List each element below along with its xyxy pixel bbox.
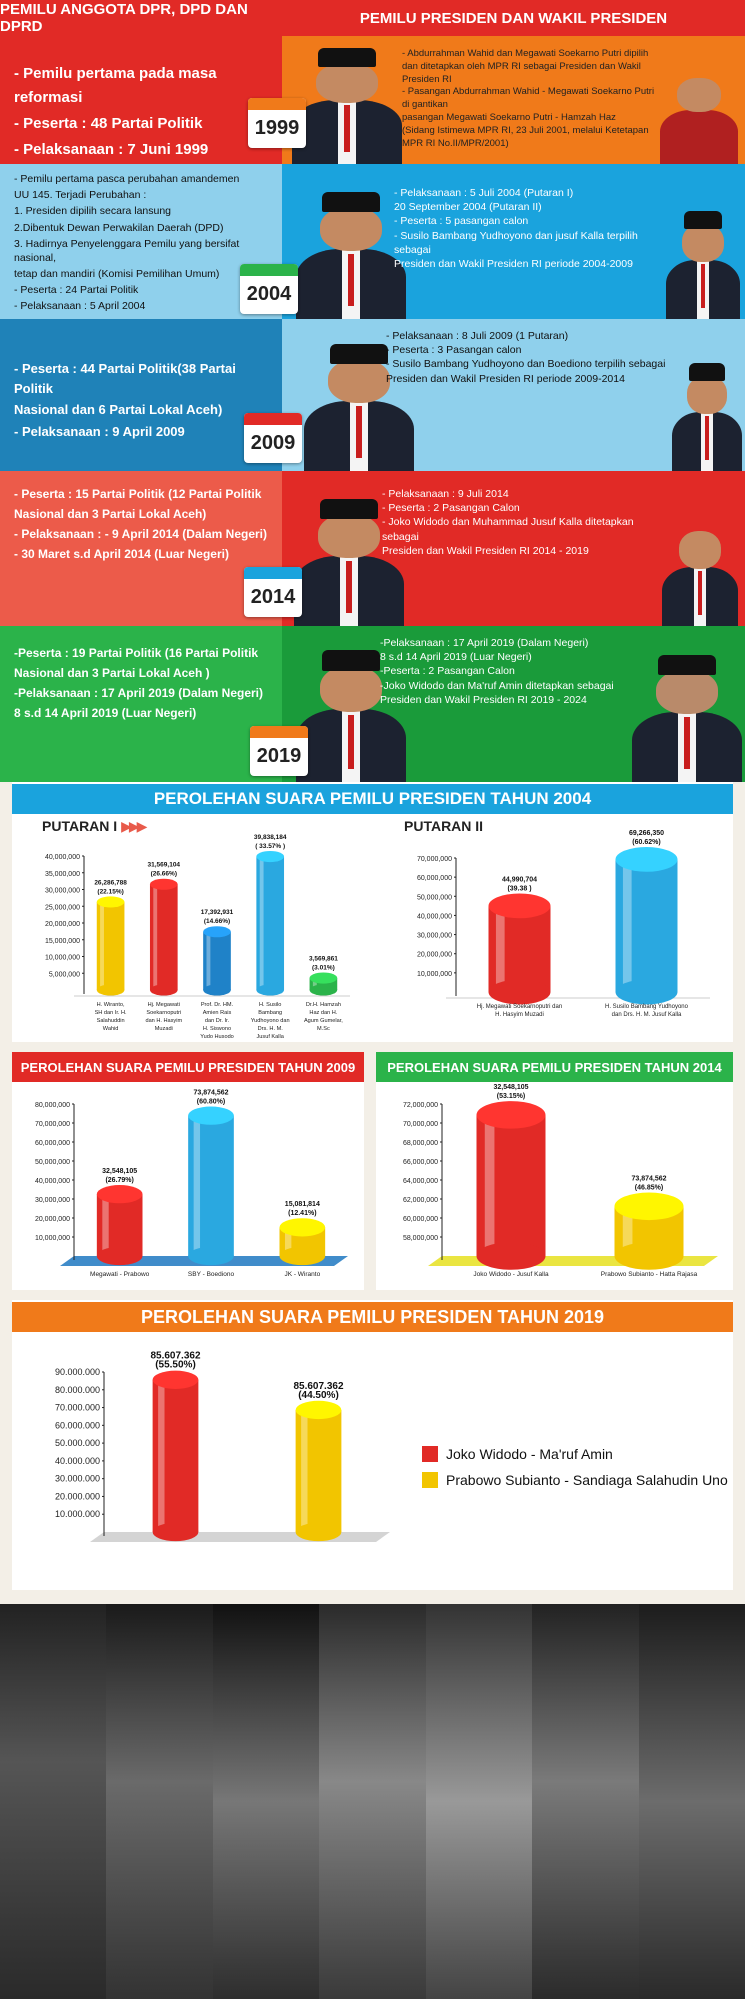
portrait-photo <box>426 1604 532 1999</box>
row-2014 <box>0 471 745 626</box>
row-2019-right-line: -Peserta : 2 Pasangan Calon <box>380 665 515 678</box>
bar-top <box>477 1101 546 1129</box>
y-tick-label: 66,000,000 <box>402 1159 438 1166</box>
bar <box>296 1401 342 1541</box>
row-1999-right-line: - Abdurrahman Wahid dan Megawati Soekarno Putri dipilih <box>402 48 649 59</box>
arrow-icon: ▶▶▶ <box>121 818 145 834</box>
vice-president-photo <box>662 516 738 626</box>
bar-value-label: 69,266,350 <box>628 830 665 838</box>
row-2019-right <box>282 626 745 782</box>
y-tick-label: 58,000,000 <box>402 1235 438 1242</box>
row-2004-right-line: - Peserta : 5 pasangan calon <box>394 215 529 228</box>
y-tick-label: 20,000,000 <box>416 951 452 959</box>
y-tick-label: 5,000,000 <box>48 971 80 979</box>
bar-percent-label: (39.38 ) <box>507 885 532 893</box>
y-tick-label: 80,000,000 <box>34 1102 70 1109</box>
bar-base <box>310 984 338 995</box>
bar <box>489 893 551 1004</box>
portrait-photo <box>106 1604 212 1999</box>
row-2014-left-line: - 30 Maret s.d April 2014 (Luar Negeri) <box>14 547 229 561</box>
row-2014-right-line: Presiden dan Wakil Presiden RI 2014 - 2019 <box>382 544 589 557</box>
x-category-label: Wahid <box>102 1026 119 1032</box>
x-category-label: Hj. Megawati <box>147 1002 180 1008</box>
bar <box>280 1218 326 1265</box>
bar <box>615 1193 684 1270</box>
row-2004-right-line: - Pelaksanaan : 5 Juli 2004 (Putaran I) <box>394 187 574 199</box>
bar-top <box>280 1218 326 1236</box>
legend-label: Prabowo Subianto - Sandiaga Salahudin Uno <box>446 1472 728 1488</box>
y-tick-label: 60,000,000 <box>34 1140 70 1147</box>
bar-percent-label: (60.80%) <box>196 1098 226 1106</box>
legend-item <box>422 1446 728 1462</box>
row-2014-right <box>282 471 745 626</box>
row-2009-left-line: - Pelaksanaan : 9 April 2009 <box>14 423 185 439</box>
bar-value-label: 73,874,562 <box>631 1175 667 1183</box>
x-category-label: H. Susilo <box>259 1002 282 1008</box>
y-tick-label: 25,000,000 <box>44 904 80 912</box>
bar-percent-label: (26.79%) <box>105 1177 134 1185</box>
y-tick-label: 60,000,000 <box>402 1216 438 1223</box>
y-tick-label: 15,000,000 <box>44 937 80 945</box>
y-tick-label: 90.000.000 <box>54 1367 100 1377</box>
year-badge-2014 <box>244 567 302 617</box>
chart-2004-2 <box>400 830 720 1036</box>
x-category-label: Joko Widodo - Jusuf Kalla <box>473 1271 549 1278</box>
row-2019-right-line: Presiden dan Wakil Presiden RI 2019 - 2024 <box>380 693 587 706</box>
bar-base <box>153 1523 199 1541</box>
chart-2014 <box>384 1084 728 1286</box>
portrait-photo <box>213 1604 319 1999</box>
y-tick-label: 68,000,000 <box>402 1140 438 1147</box>
bar-percent-label: (46.85%) <box>634 1184 664 1192</box>
bar-base <box>616 980 678 1005</box>
bar-percent-label: ( 33.57% ) <box>255 843 286 851</box>
row-2004-left-line: - Pemilu pertama pasca perubahan amandemen <box>14 173 240 185</box>
portrait-photo <box>532 1604 638 1999</box>
x-category-label: Yudo Husodo <box>200 1034 234 1040</box>
row-2014-right-line: - Peserta : 2 Pasangan Calon <box>382 502 520 515</box>
bar-base <box>615 1242 684 1270</box>
x-category-label: Bambang <box>258 1010 283 1016</box>
bar-top <box>153 1371 199 1389</box>
y-tick-label: 40,000,000 <box>34 1178 70 1185</box>
bar-percent-label: (44.50%) <box>298 1389 339 1401</box>
bar-highlight <box>260 857 264 990</box>
x-category-label: H. Susilo Bambang Yudhoyono <box>605 1004 688 1010</box>
portrait-photo <box>0 1604 106 1999</box>
bar-base <box>489 980 551 1005</box>
y-tick-label: 30.000.000 <box>54 1473 100 1484</box>
x-category-label: dan Drs. H. M. Jusuf Kalla <box>611 1012 682 1018</box>
row-2019-left <box>0 626 282 782</box>
bar-highlight <box>194 1116 200 1256</box>
president-photo <box>296 189 406 319</box>
row-2004-left-line: UU 145. Terjadi Perubahan : <box>14 189 147 202</box>
bar-highlight <box>301 1410 307 1532</box>
header-dpr: PEMILU ANGGOTA DPR, DPD DAN DPRD <box>0 0 282 36</box>
y-tick-label: 70,000,000 <box>402 1121 438 1128</box>
chart-title-2009: PEROLEHAN SUARA PEMILU PRESIDEN TAHUN 2009 <box>12 1052 364 1082</box>
bar-base <box>150 984 178 995</box>
bar-highlight <box>485 1115 495 1256</box>
bar <box>256 851 284 996</box>
bar-percent-label: (26.66%) <box>150 870 177 878</box>
year-badge-2004 <box>240 264 298 314</box>
x-category-label: Yudhoyono dan <box>250 1018 290 1024</box>
x-category-label: Amien Rais <box>202 1010 232 1016</box>
row-1999-right-line: MPR RI No.II/MPR/2001) <box>402 137 509 149</box>
row-1999-left-line: - Pelaksanaan : 7 Juni 1999 <box>14 141 209 158</box>
row-2004-left-line: tetap dan mandiri (Komisi Pemilihan Umum) <box>14 268 220 281</box>
row-1999-right <box>282 36 745 164</box>
y-tick-label: 70.000.000 <box>54 1402 100 1413</box>
x-category-label: Hj. Megawati Soekarnoputri dan <box>476 1004 563 1010</box>
row-2009 <box>0 319 745 471</box>
x-category-label: Soekarnoputri <box>146 1010 182 1016</box>
row-2004-left-line: 2.Dibentuk Dewan Perwakilan Daerah (DPD) <box>14 221 224 234</box>
putaran-2-label: PUTARAN II <box>404 818 484 834</box>
x-category-label: Agum Gumelar, <box>303 1018 343 1024</box>
x-category-label: M.Sc <box>317 1026 330 1032</box>
bar-top <box>489 893 551 918</box>
row-2004-left-line: 1. Presiden dipilih secara lansung <box>14 205 172 218</box>
bar-top <box>97 896 125 907</box>
y-tick-label: 10,000,000 <box>416 970 452 978</box>
bar-highlight <box>496 906 505 992</box>
row-2019-left-line: Nasional dan 3 Partai Lokal Aceh ) <box>14 666 210 680</box>
legend-item <box>422 1472 728 1488</box>
president-photo <box>292 46 402 164</box>
year-label: 2004 <box>246 283 292 305</box>
row-2014-left-line: - Peserta : 15 Partai Politik (12 Partai Politik <box>14 487 262 501</box>
row-1999-left-line: - Pemilu pertama pada masa reformasi <box>14 65 217 106</box>
row-2014-right-line: - Pelaksanaan : 9 Juli 2014 <box>382 488 509 500</box>
row-2009-right-line: - Pelaksanaan : 8 Juli 2009 (1 Putaran) <box>386 330 569 342</box>
y-tick-label: 20,000,000 <box>34 1216 70 1223</box>
y-tick-label: 30,000,000 <box>44 887 80 895</box>
x-category-label: Haz dan H. <box>309 1010 338 1016</box>
row-1999-right-line: dan ditetapkan oleh MPR RI sebagai Presiden dan Wakil Presiden RI <box>402 60 641 85</box>
bar-top <box>97 1185 143 1203</box>
bar-percent-label: (22.15%) <box>97 888 124 896</box>
y-tick-label: 50,000,000 <box>416 894 452 902</box>
bar-percent-label: (60.62%) <box>632 839 661 847</box>
y-tick-label: 50.000.000 <box>54 1438 100 1449</box>
bar-highlight <box>623 859 632 992</box>
chart-floor <box>90 1532 390 1542</box>
x-category-label: Prof. Dr. HM. <box>200 1002 234 1008</box>
bar-percent-label: (3.01%) <box>312 964 335 972</box>
year-label: 1999 <box>254 117 300 139</box>
bar-top <box>203 926 231 937</box>
bar-percent-label: (55.50%) <box>155 1359 196 1371</box>
row-2004-left-line: 3. Hadirnya Penyelenggara Pemilu yang bersifat nasional, <box>14 237 240 264</box>
row-1999-right-line: pasangan Megawati Soekarno Putri - Hamzah Haz <box>402 112 616 124</box>
row-2004-left-line: - Peserta : 24 Partai Politik <box>14 284 139 297</box>
bar-base <box>203 984 231 995</box>
row-2019 <box>0 626 745 782</box>
bar-base <box>477 1242 546 1270</box>
bar-highlight <box>158 1380 164 1532</box>
chart-2009 <box>22 1090 358 1286</box>
bar-value-label: 32,548,105 <box>102 1168 138 1176</box>
putaran-1-text: PUTARAN I <box>42 818 118 834</box>
chart-2019 <box>30 1342 430 1552</box>
legend-swatch-yellow <box>422 1472 438 1488</box>
bar <box>477 1101 546 1270</box>
x-category-label: Drs. H. M. <box>257 1026 283 1032</box>
bar-highlight <box>100 902 104 990</box>
row-2019-right-line: -Joko Widodo dan Ma'ruf Amin ditetapkan sebagai <box>380 679 614 692</box>
row-2019-left-line: 8 s.d 14 April 2019 (Luar Negeri) <box>14 706 197 720</box>
y-tick-label: 62,000,000 <box>402 1197 438 1204</box>
bar <box>616 847 678 1004</box>
bar <box>203 926 231 995</box>
bar <box>97 896 125 995</box>
row-2009-right-line: - Peserta : 3 Pasangan calon <box>386 344 522 357</box>
row-2004-right-line: 20 September 2004 (Putaran II) <box>394 201 542 214</box>
legend-label: Joko Widodo - Ma'ruf Amin <box>446 1446 613 1462</box>
bar-base <box>256 984 284 995</box>
x-category-label: Megawati - Prabowo <box>90 1271 150 1278</box>
header-presiden: PEMILU PRESIDEN DAN WAKIL PRESIDEN <box>282 0 745 36</box>
chart-title-2019: PEROLEHAN SUARA PEMILU PRESIDEN TAHUN 2019 <box>12 1302 733 1332</box>
bar-percent-label: (53.15%) <box>496 1093 526 1101</box>
bar-value-label: 85.607.362 <box>293 1380 344 1392</box>
bar-value-label: 44,990,704 <box>501 876 538 884</box>
x-category-label: dan Dr. Ir. <box>204 1018 230 1024</box>
bar-base <box>280 1247 326 1265</box>
year-label: 2019 <box>256 745 302 767</box>
y-tick-label: 10,000,000 <box>44 954 80 962</box>
vice-president-photo <box>660 64 738 164</box>
row-2004-right <box>282 164 745 319</box>
row-2009-right-line: - Susilo Bambang Yudhoyono dan Boediono terpilih sebagai <box>386 358 666 371</box>
row-2019-right-text <box>380 636 660 707</box>
row-1999-left <box>0 36 282 164</box>
bar-value-label: 26,286,788 <box>94 879 127 887</box>
row-2014-right-line: - Joko Widodo dan Muhammad Jusuf Kalla ditetapkan sebagai <box>382 516 634 543</box>
y-tick-label: 10,000,000 <box>34 1235 70 1242</box>
y-tick-label: 20.000.000 <box>54 1491 100 1502</box>
row-2009-right-text <box>386 329 666 386</box>
year-label: 2014 <box>250 586 296 608</box>
y-tick-label: 30,000,000 <box>416 932 452 940</box>
bar-top <box>150 879 178 890</box>
bar-base <box>188 1247 234 1265</box>
year-label: 2009 <box>250 432 296 454</box>
y-tick-label: 80.000.000 <box>54 1384 100 1395</box>
x-category-label: SH dan Ir. H. <box>94 1010 127 1016</box>
row-2019-left-line: -Pelaksanaan : 17 April 2019 (Dalam Negeri) <box>14 686 263 700</box>
x-category-label: H. Wiranto, <box>96 1002 125 1008</box>
x-category-label: Prabowo Subianto - Hatta Rajasa <box>600 1271 698 1278</box>
row-1999 <box>0 36 745 164</box>
y-tick-label: 60,000,000 <box>416 875 452 883</box>
y-tick-label: 70,000,000 <box>416 856 452 863</box>
bar-top <box>296 1401 342 1419</box>
bar <box>97 1185 143 1265</box>
row-2004-right-line: - Susilo Bambang Yudhoyono dan jusuf Kalla terpilih sebagai <box>394 229 638 256</box>
x-category-label: Jusuf Kalla <box>256 1034 284 1040</box>
year-badge-2009 <box>244 413 302 463</box>
row-2004-left-line: - Pelaksanaan : 5 April 2004 <box>14 300 146 313</box>
bar-highlight <box>102 1194 108 1256</box>
bar-top <box>256 851 284 862</box>
y-tick-label: 40,000,000 <box>44 854 80 861</box>
row-2009-left-line: - Peserta : 44 Partai Politik(38 Partai Politik <box>14 361 236 396</box>
bar-value-label: 32,548,105 <box>493 1084 529 1092</box>
row-2019-left-line: -Peserta : 19 Partai Politik (16 Partai Politik <box>14 646 259 660</box>
bar-value-label: 39,838,184 <box>253 834 287 842</box>
bar-value-label: 3,569,861 <box>308 955 338 963</box>
x-category-label: Salahuddin <box>96 1018 125 1024</box>
y-tick-label: 70,000,000 <box>34 1121 70 1128</box>
row-1999-left-line: - Peserta : 48 Partai Politik <box>14 115 203 132</box>
row-2009-right-line: Presiden dan Wakil Presiden RI periode 2009-2014 <box>386 372 625 385</box>
putaran-1-label <box>42 818 144 835</box>
legend-2019 <box>422 1446 728 1488</box>
portrait-photo <box>319 1604 425 1999</box>
y-tick-label: 60.000.000 <box>54 1420 100 1431</box>
bar-top <box>188 1107 234 1125</box>
bar <box>310 973 338 996</box>
row-1999-right-text <box>402 48 662 151</box>
y-tick-label: 72,000,000 <box>402 1102 438 1109</box>
y-tick-label: 35,000,000 <box>44 870 80 878</box>
bar <box>153 1371 199 1541</box>
y-tick-label: 20,000,000 <box>44 921 80 928</box>
x-category-label: H. Siswono <box>202 1026 232 1032</box>
bar-percent-label: (14.66%) <box>203 918 231 926</box>
bar-percent-label: (12.41%) <box>288 1210 317 1218</box>
y-tick-label: 40,000,000 <box>416 913 452 921</box>
bar-top <box>615 1193 684 1221</box>
row-2004-right-text <box>394 186 664 271</box>
vice-president-photo <box>672 361 742 471</box>
row-2019-right-line: 8 s.d 14 April 2019 (Luar Negeri) <box>380 651 532 664</box>
x-category-label: SBY - Boediono <box>187 1271 235 1278</box>
bar-value-label: 17,392,931 <box>200 909 234 917</box>
bar-top <box>616 847 678 872</box>
year-badge-2019 <box>250 726 308 776</box>
row-2019-right-line: -Pelaksanaan : 17 April 2019 (Dalam Negeri) <box>380 637 589 649</box>
row-1999-right-line: - Pasangan Abdurrahman Wahid - Megawati Soekarno Putri di gantikan <box>402 86 655 111</box>
vice-president-photo <box>666 209 740 319</box>
bar-value-label: 85.607.362 <box>150 1350 201 1362</box>
row-2014-left <box>0 471 282 626</box>
y-tick-label: 40.000.000 <box>54 1455 100 1466</box>
chart-title-2014: PEROLEHAN SUARA PEMILU PRESIDEN TAHUN 2014 <box>376 1052 733 1082</box>
x-category-label: Muzadi <box>154 1026 173 1032</box>
bar-highlight <box>206 932 210 990</box>
portrait-photo <box>639 1604 745 1999</box>
row-2009-left <box>0 319 282 471</box>
y-tick-label: 50,000,000 <box>34 1159 70 1166</box>
year-badge-1999 <box>248 98 306 148</box>
bar-value-label: 15,081,814 <box>284 1201 320 1209</box>
chart-2004-1 <box>30 834 360 1040</box>
bar-top <box>310 973 338 984</box>
x-category-label: dan H. Hasyim <box>145 1018 183 1024</box>
y-tick-label: 10.000.000 <box>54 1509 100 1520</box>
bar <box>188 1107 234 1266</box>
bar-base <box>97 1247 143 1265</box>
row-2014-left-line: - Pelaksanaan : - 9 April 2014 (Dalam Negeri) <box>14 527 267 541</box>
row-2014-right-text <box>382 487 672 558</box>
x-category-label: JK - Wiranto <box>284 1271 321 1278</box>
row-2004-right-line: Presiden dan Wakil Presiden RI periode 2004-2009 <box>394 257 633 270</box>
bar-highlight <box>153 884 157 990</box>
row-2004 <box>0 164 745 319</box>
y-tick-label: 64,000,000 <box>402 1178 438 1185</box>
bar-base <box>97 984 125 995</box>
bar <box>150 879 178 996</box>
x-category-label: Dr.H. Hamzah <box>305 1002 341 1008</box>
bar-value-label: 31,569,104 <box>147 861 181 869</box>
row-1999-right-line: (Sidang Istimewa MPR RI, 23 Juli 2001, melalui Ketetapan <box>402 124 649 136</box>
x-category-label: H. Hasyim Muzadi <box>495 1012 544 1018</box>
row-2009-left-line: Nasional dan 6 Partai Lokal Aceh) <box>14 402 223 417</box>
y-tick-label: 30,000,000 <box>34 1197 70 1204</box>
chart-title-2004: PEROLEHAN SUARA PEMILU PRESIDEN TAHUN 2004 <box>12 784 733 814</box>
bar-value-label: 73,874,562 <box>193 1089 229 1097</box>
row-2014-left-line: Nasional dan 3 Partai Lokal Aceh) <box>14 507 207 521</box>
vice-president-photo <box>632 652 742 782</box>
bar-base <box>296 1523 342 1541</box>
president-photo-collage <box>0 1604 745 1999</box>
row-2009-right <box>282 319 745 471</box>
legend-swatch-red <box>422 1446 438 1462</box>
